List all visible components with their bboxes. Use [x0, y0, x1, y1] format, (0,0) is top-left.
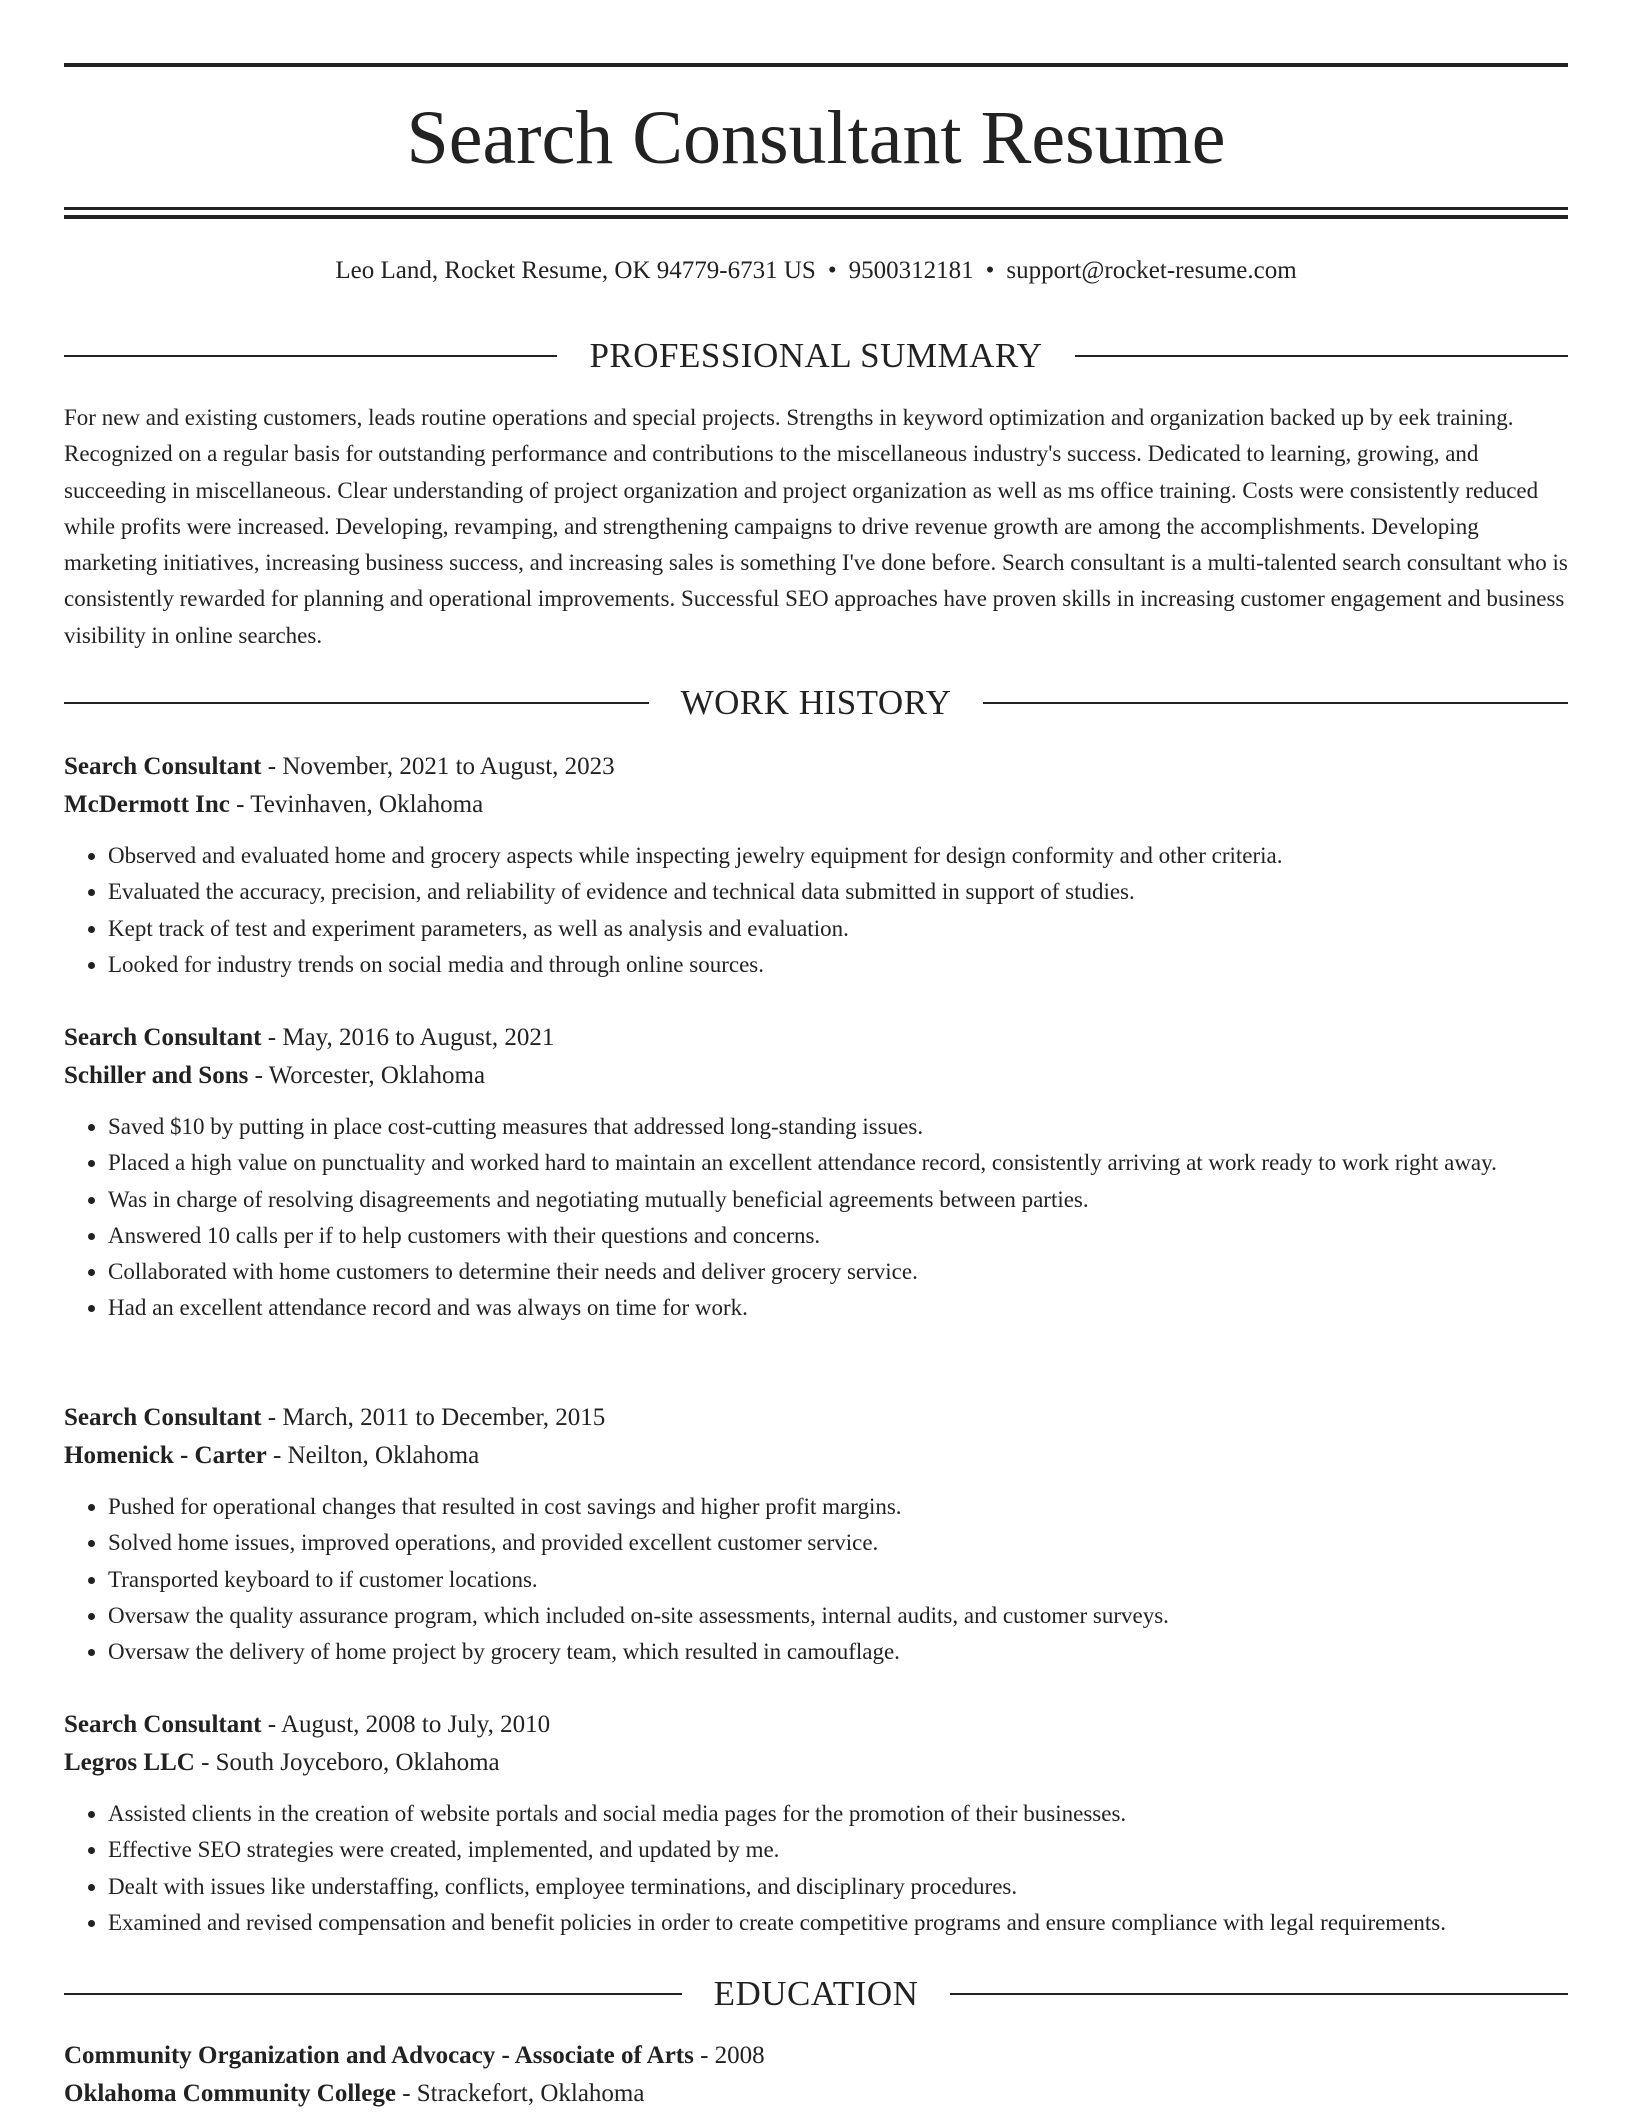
- education-year: - 2008: [693, 2042, 765, 2069]
- list-item: • Collaborated with home customers to determine their needs and deliver grocery service.: [108, 1254, 1568, 1290]
- job-dates: - March, 2011 to December, 2015: [261, 1404, 606, 1431]
- job-entry: [64, 1706, 1568, 1941]
- list-item: • Effective SEO strategies were created, implemented, and updated by me.: [108, 1832, 1568, 1868]
- contact-line: [64, 254, 1568, 288]
- job-company-line: [64, 1437, 1568, 1475]
- contact-separator: •: [985, 257, 995, 284]
- list-item: • Saved $10 by putting in place cost-cutting measures that addressed long-standing issues.: [108, 1109, 1568, 1145]
- list-item: • Placed a high value on punctuality and worked hard to maintain an excellent attendance record, consistently arriving at work ready to work right away.: [108, 1145, 1568, 1181]
- section-rule: [64, 355, 557, 357]
- contact-email: support@rocket-resume.com: [1006, 257, 1297, 284]
- contact-phone: 9500312181: [848, 257, 974, 284]
- title-rule-lower: [64, 215, 1568, 219]
- job-location: - Neilton, Oklahoma: [266, 1442, 480, 1469]
- education-degree: Community Organization and Advocacy - Associate of Arts: [64, 2042, 694, 2069]
- list-item: • Kept track of test and experiment parameters, as well as analysis and evaluation.: [108, 911, 1568, 947]
- job-entry: [64, 1019, 1568, 1327]
- education-location: - Strackefort, Oklahoma: [395, 2080, 645, 2107]
- education-school-line: [64, 2075, 1568, 2113]
- list-item: • Observed and evaluated home and grocery aspects while inspecting jewelry equipment for design conformity and other criteria.: [108, 838, 1568, 874]
- job-title: Search Consultant: [64, 1024, 262, 1051]
- job-title-line: [64, 1019, 1568, 1057]
- job-company: McDermott Inc: [64, 791, 230, 818]
- list-item: • Transported keyboard to if customer locations.: [108, 1562, 1568, 1598]
- section-rule: [64, 1993, 682, 1995]
- job-title-line: [64, 1399, 1568, 1437]
- education-degree-line: [64, 2037, 1568, 2075]
- job-dates: - May, 2016 to August, 2021: [261, 1024, 555, 1051]
- list-item: • Examined and revised compensation and benefit policies in order to create competitive programs and ensure compliance with legal requirements.: [108, 1905, 1568, 1941]
- list-item: • Had an excellent attendance record and was always on time for work.: [108, 1290, 1568, 1326]
- title-rule-upper: [64, 207, 1568, 210]
- job-entry: [64, 748, 1568, 983]
- job-dates: - August, 2008 to July, 2010: [261, 1711, 551, 1738]
- list-item: • Oversaw the quality assurance program, which included on-site assessments, internal audits, and customer surveys.: [108, 1598, 1568, 1634]
- job-dates: - November, 2021 to August, 2023: [261, 753, 615, 780]
- job-title: Search Consultant: [64, 1404, 262, 1431]
- summary-text: For new and existing customers, leads routine operations and special projects. Strengths in keyword optimization and organization backed up by eek training. Recognized on a regular basis for outstanding performance and contributions to the miscellaneous industry's success. Dedicated to learning, growing, and succeeding in miscellaneous. Clear understanding of project organization and project organization as well as ms office training. Costs were consistently reduced while profits were increased. Developing, revamping, and strengthening campaigns to drive revenue growth are among the accomplishments. Developing marketing initiatives, increasing business success, and increasing sales is something I've done before. Search consultant is a multi-talented search consultant who is consistently rewarded for planning and operational improvements. Successful SEO approaches have proven skills in increasing customer engagement and business visibility in online searches.: [64, 405, 1568, 648]
- section-title: EDUCATION: [713, 1974, 919, 2013]
- contact-separator: •: [827, 257, 837, 284]
- list-item: • Oversaw the delivery of home project by grocery team, which resulted in camouflage.: [108, 1634, 1568, 1670]
- list-item: • Solved home issues, improved operations, and provided excellent customer service.: [108, 1525, 1568, 1561]
- list-item: • Looked for industry trends on social media and through online sources.: [108, 947, 1568, 983]
- section-header-education: [64, 1972, 1568, 2016]
- job-company-line: [64, 1744, 1568, 1782]
- education-school: Oklahoma Community College: [64, 2080, 396, 2107]
- job-bullets: [64, 1109, 1568, 1327]
- job-entry: [64, 1399, 1568, 1670]
- job-bullets: [64, 1796, 1568, 1941]
- list-item: • Answered 10 calls per if to help customers with their questions and concerns.: [108, 1218, 1568, 1254]
- job-bullets: [64, 838, 1568, 983]
- section-rule: [64, 702, 649, 704]
- job-company-line: [64, 786, 1568, 824]
- job-bullets: [64, 1489, 1568, 1670]
- job-title: Search Consultant: [64, 753, 262, 780]
- job-company: Schiller and Sons: [64, 1062, 249, 1089]
- section-rule: [1075, 355, 1568, 357]
- job-title-line: [64, 748, 1568, 786]
- top-rule: [64, 63, 1568, 67]
- section-rule: [950, 1993, 1568, 1995]
- education-entry: [64, 2037, 1568, 2113]
- list-item: • Assisted clients in the creation of website portals and social media pages for the promotion of their businesses.: [108, 1796, 1568, 1832]
- list-item: • Was in charge of resolving disagreements and negotiating mutually beneficial agreements between parties.: [108, 1182, 1568, 1218]
- section-header-summary: [64, 334, 1568, 378]
- section-title: WORK HISTORY: [680, 683, 952, 722]
- job-location: - South Joyceboro, Oklahoma: [194, 1749, 500, 1776]
- page-title: Search Consultant Resume: [406, 96, 1226, 180]
- section-title: PROFESSIONAL SUMMARY: [589, 336, 1043, 375]
- section-rule: [983, 702, 1568, 704]
- list-item: • Evaluated the accuracy, precision, and reliability of evidence and technical data submitted in support of studies.: [108, 874, 1568, 910]
- job-location: - Worcester, Oklahoma: [248, 1062, 486, 1089]
- section-header-work-history: [64, 681, 1568, 725]
- job-location: - Tevinhaven, Oklahoma: [229, 791, 484, 818]
- job-company: Homenick - Carter: [64, 1442, 267, 1469]
- job-company: Legros LLC: [64, 1749, 195, 1776]
- job-company-line: [64, 1057, 1568, 1095]
- job-title: Search Consultant: [64, 1711, 262, 1738]
- list-item: • Pushed for operational changes that resulted in cost savings and higher profit margins.: [108, 1489, 1568, 1525]
- list-item: • Dealt with issues like understaffing, conflicts, employee terminations, and disciplinary procedures.: [108, 1869, 1568, 1905]
- contact-address: Leo Land, Rocket Resume, OK 94779-6731 US: [335, 257, 816, 284]
- job-title-line: [64, 1706, 1568, 1744]
